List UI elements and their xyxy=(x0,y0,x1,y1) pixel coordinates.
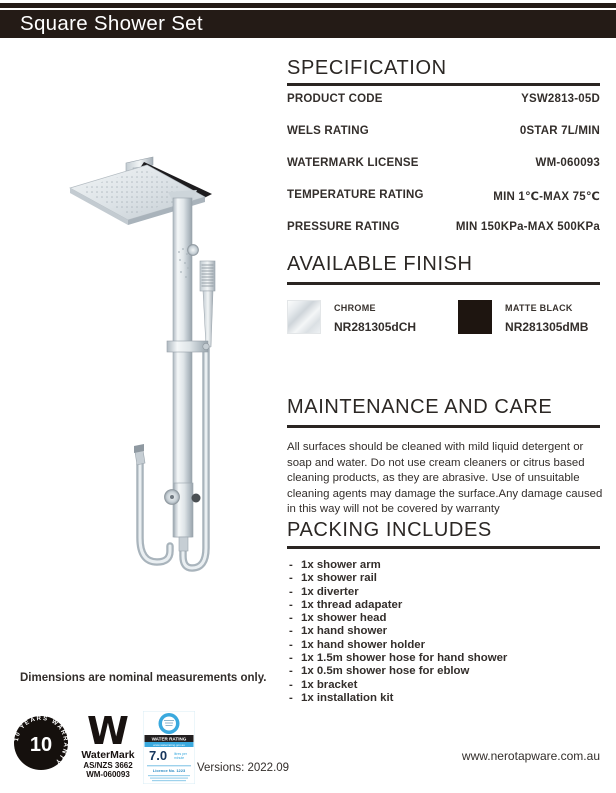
spec-value: WM-060093 xyxy=(535,157,600,169)
packing-item: - 1x 1.5m shower hose for hand shower xyxy=(289,652,602,665)
holder-knob xyxy=(203,343,209,349)
wels-url: www.waterrating.gov.au xyxy=(153,742,185,747)
watermark-standard: AS/NZS 3662 xyxy=(83,761,133,770)
packing-item: - 1x shower head xyxy=(289,612,602,625)
available-finish-rule xyxy=(287,282,600,285)
finish-option-chrome xyxy=(287,300,416,334)
finish-name: MATTE BLACK xyxy=(505,303,573,313)
finish-options xyxy=(287,300,600,334)
elbow-hose xyxy=(134,444,170,562)
spec-label: WELS RATING xyxy=(287,125,369,137)
packing-item: - 1x installation kit xyxy=(289,692,602,705)
packing-item: - 1x shower arm xyxy=(289,559,602,572)
product-image xyxy=(40,130,285,670)
bottom-outlet xyxy=(179,537,188,551)
rail-side-knob xyxy=(188,245,199,256)
spec-value: MIN 1℃-MAX 75℃ xyxy=(493,191,600,203)
packing-rule xyxy=(287,546,600,549)
watermark-license: WM-060093 xyxy=(86,770,130,779)
spec-row xyxy=(287,221,600,233)
watermark-badge xyxy=(76,714,140,785)
wels-flow-unit-1: litres per xyxy=(174,752,188,756)
diverter-pin xyxy=(170,495,174,499)
wels-fine-print-line xyxy=(147,765,191,766)
maintenance-text: All surfaces should be cleaned with mild liquid detergent or soap and water. Do not use cream cleaners or citrus based cleaning products, as they are abrasive. Use of unsuitable cleaning agents may damage the surface.Any damage caused in this way will not be covered by warranty xyxy=(287,441,603,516)
specification-heading: SPECIFICATION xyxy=(287,57,447,79)
warranty-ring-text: 10 YEARS WARRANTY xyxy=(13,714,70,766)
star-circle-fine-print xyxy=(164,720,174,726)
packing-list xyxy=(289,559,602,705)
wels-label xyxy=(143,711,195,784)
finish-code: NR281305dMB xyxy=(505,320,589,334)
warranty-badge xyxy=(12,714,70,777)
hand-shower-handle xyxy=(203,291,213,347)
packing-item: - 1x bracket xyxy=(289,679,602,692)
packing-item: - 1x diverter xyxy=(289,586,602,599)
watermark-name: WaterMark xyxy=(81,749,135,761)
hand-shower-holder xyxy=(167,341,208,352)
wels-rating-badge xyxy=(143,711,195,789)
top-rule xyxy=(0,3,616,8)
spec-row xyxy=(287,125,600,137)
wels-flow-value: 7.0 xyxy=(149,748,168,763)
diverter-side-knob xyxy=(192,494,201,503)
spec-label: PRODUCT CODE xyxy=(287,93,383,105)
dimensions-note: Dimensions are nominal measurements only. xyxy=(20,672,267,684)
hand-shower xyxy=(200,261,215,347)
wels-title: WATER RATING xyxy=(151,736,187,742)
chrome-swatch xyxy=(287,300,321,334)
website-link[interactable]: www.nerotapware.com.au xyxy=(461,749,600,763)
available-finish-heading: AVAILABLE FINISH xyxy=(287,253,473,275)
finish-option-matte-black xyxy=(458,300,588,334)
packing-item: - 1x hand shower holder xyxy=(289,639,602,652)
warranty-badge-icon xyxy=(12,714,70,772)
wels-footnote-lines xyxy=(148,775,190,781)
finish-code: NR281305dCH xyxy=(334,320,417,334)
finish-name: CHROME xyxy=(334,303,376,313)
wels-licence: Licence No. 1223 xyxy=(152,768,186,773)
packing-item: - 1x shower rail xyxy=(289,572,602,585)
maintenance-rule xyxy=(287,425,600,428)
matte-black-swatch xyxy=(458,300,492,334)
wels-flow-unit-2: minute xyxy=(174,756,185,760)
spec-value: 0STAR 7L/MIN xyxy=(519,125,600,137)
specification-rule xyxy=(287,83,600,86)
packing-item: - 1x hand shower xyxy=(289,625,602,638)
warranty-years: 10 xyxy=(29,734,53,756)
spec-label: PRESSURE RATING xyxy=(287,221,400,233)
page-title: Square Shower Set xyxy=(20,12,203,35)
watermark-logo-letter: W xyxy=(87,714,129,753)
title-bar xyxy=(0,10,616,38)
spec-label: WATERMARK LICENSE xyxy=(287,157,419,169)
version-text: Versions: 2022.09 xyxy=(197,762,290,774)
packing-item: - 1x thread adapater xyxy=(289,599,602,612)
watermark-icon xyxy=(76,714,140,780)
packing-heading: PACKING INCLUDES xyxy=(287,519,492,541)
spec-value: MIN 150KPa-MAX 500KPa xyxy=(455,221,600,233)
spec-row xyxy=(287,93,600,105)
packing-item: - 1x 0.5m shower hose for eblow xyxy=(289,665,602,678)
maintenance-heading: MAINTENANCE AND CARE xyxy=(287,396,553,418)
spec-value: YSW2813-05D xyxy=(521,93,600,105)
shower-set-illustration xyxy=(40,130,285,670)
spec-row xyxy=(287,157,600,169)
spec-label: TEMPERATURE RATING xyxy=(287,189,424,201)
spec-row xyxy=(287,189,600,203)
